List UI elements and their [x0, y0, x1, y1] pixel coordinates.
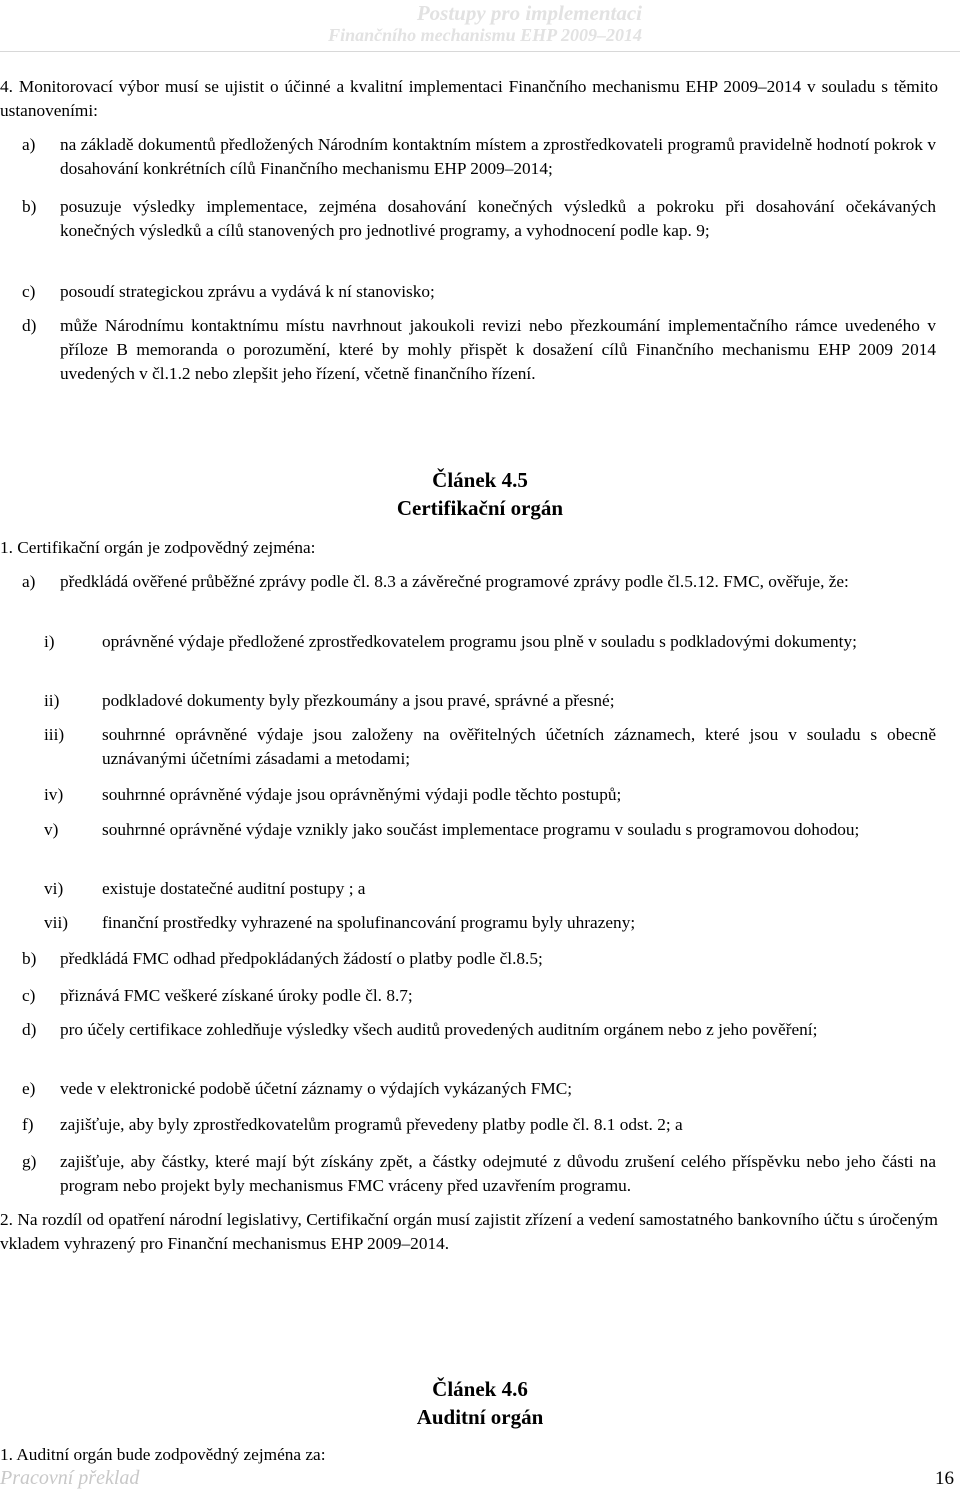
page-number: 16: [935, 1468, 954, 1489]
list-item-text: pro účely certifikace zohledňuje výsledky všech auditů provedených auditním orgánem nebo z jeho pověření;: [60, 1020, 818, 1039]
list-item-text: posoudí strategickou zprávu a vydává k ní stanovisko;: [60, 282, 435, 301]
article-number: Článek 4.5: [432, 468, 528, 492]
list-marker: b): [22, 949, 37, 968]
list-marker: a): [22, 135, 36, 154]
list-marker: e): [22, 1079, 36, 1098]
list-item-text: na základě dokumentů předložených Národním kontaktním místem a zprostředkovateli programů pravidelně hodnotí pokrok v dosahování konkrétních cílů Finančního mechanismu EHP 2009–2014;: [60, 135, 936, 178]
article-paragraph-2: 2. Na rozdíl od opatření národní legislativy, Certifikační orgán musí zajistit zřízení a vedení samostatného bankovního účtu s úročeným vkladem vyhrazený pro Finanční mechanismus EHP 2009–2014.: [0, 1210, 938, 1253]
sublist-item-text: existuje dostatečné auditní postupy ; a: [102, 879, 366, 898]
sublist-item-text: finanční prostředky vyhrazené na spolufinancování programu byly uhrazeny;: [102, 913, 636, 932]
list-marker: d): [22, 1020, 37, 1039]
list-item-text: vede v elektronické podobě účetní záznamy o výdajích vykázaných FMC;: [60, 1079, 573, 1098]
sublist-marker: iii): [44, 725, 65, 744]
article-number: Článek 4.6: [432, 1377, 528, 1401]
article-title: Certifikační orgán: [396, 496, 564, 520]
list-marker: g): [22, 1152, 37, 1171]
sublist-item-text: souhrnné oprávněné výdaje jsou založeny na ověřitelných účetních záznamech, které jsou v souladu s obecně uznávanými účetními zásadami a metodami;: [102, 725, 936, 768]
sublist-item-text: podkladové dokumenty byly přezkoumány a jsou pravé, správné a přesné;: [102, 691, 615, 710]
list-item-text: předkládá FMC odhad předpokládaných žádostí o platby podle čl.8.5;: [60, 949, 543, 968]
sublist-marker: i): [44, 632, 55, 651]
article-title: Auditní orgán: [416, 1405, 544, 1429]
list-marker: a): [22, 572, 36, 591]
sublist-marker: vii): [44, 913, 68, 932]
article-paragraph-intro: 1. Certifikační orgán je zodpovědný zejména:: [0, 538, 316, 557]
footer-note: Pracovní překlad: [0, 1467, 140, 1489]
list-marker: d): [22, 316, 37, 335]
list-item-text: přiznává FMC veškeré získané úroky podle čl. 8.7;: [60, 986, 413, 1005]
list-item-text: posuzuje výsledky implementace, zejména dosahování konečných výsledků a pokroku při dosahování očekávaných konečných výsledků a cílů stanovených pro jednotlivé programy, a vyhodnocení podle kap. 9;: [60, 197, 936, 240]
list-marker: b): [22, 197, 37, 216]
sublist-marker: iv): [44, 785, 64, 804]
sublist-marker: vi): [44, 879, 64, 898]
header-divider: [0, 51, 960, 52]
list-marker: c): [22, 986, 36, 1005]
list-marker: c): [22, 282, 36, 301]
sublist-item-text: souhrnné oprávněné výdaje vznikly jako součást implementace programu v souladu s programovou dohodou;: [102, 820, 860, 839]
running-header-title: Postupy pro implementaci: [416, 1, 642, 25]
article-paragraph-intro: 1. Auditní orgán bude zodpovědný zejména za:: [0, 1445, 326, 1464]
list-item-text: zajišťuje, aby byly zprostředkovatelům programů převedeny platby podle čl. 8.1 odst. 2; a: [60, 1115, 683, 1134]
list-item-text: může Národnímu kontaktnímu místu navrhnout jakoukoli revizi nebo přezkoumání implementačního rámce uvedeného v příloze B memoranda o porozumění, které by mohly přispět k dosažení cílů Finančního mechanismu EHP 2009 2014 uvedených v čl.1.2 nebo zlepšit jeho řízení, včetně finančního řízení.: [60, 316, 936, 383]
running-header-subtitle: Finančního mechanismu EHP 2009–2014: [328, 25, 642, 45]
sublist-marker: ii): [44, 691, 60, 710]
list-item-text: zajišťuje, aby částky, které mají být získány zpět, a částky odejmuté z důvodu zrušení celého příspěvku nebo jeho části na program nebo projekt byly mechanismus FMC vráceny před uzavřením programu.: [60, 1152, 936, 1195]
section-4-intro: 4. Monitorovací výbor musí se ujistit o účinné a kvalitní implementaci Finančního mechanismu EHP 2009–2014 v souladu s těmito ustanoveními:: [0, 77, 938, 120]
list-item-text: předkládá ověřené průběžné zprávy podle čl. 8.3 a závěrečné programové zprávy podle čl.5.12. FMC, ověřuje, že:: [60, 572, 849, 591]
list-marker: f): [22, 1115, 34, 1134]
sublist-marker: v): [44, 820, 59, 839]
sublist-item-text: souhrnné oprávněné výdaje jsou oprávněnými výdaji podle těchto postupů;: [102, 785, 622, 804]
sublist-item-text: oprávněné výdaje předložené zprostředkovatelem programu jsou plně v souladu s podkladovými dokumenty;: [102, 632, 857, 651]
